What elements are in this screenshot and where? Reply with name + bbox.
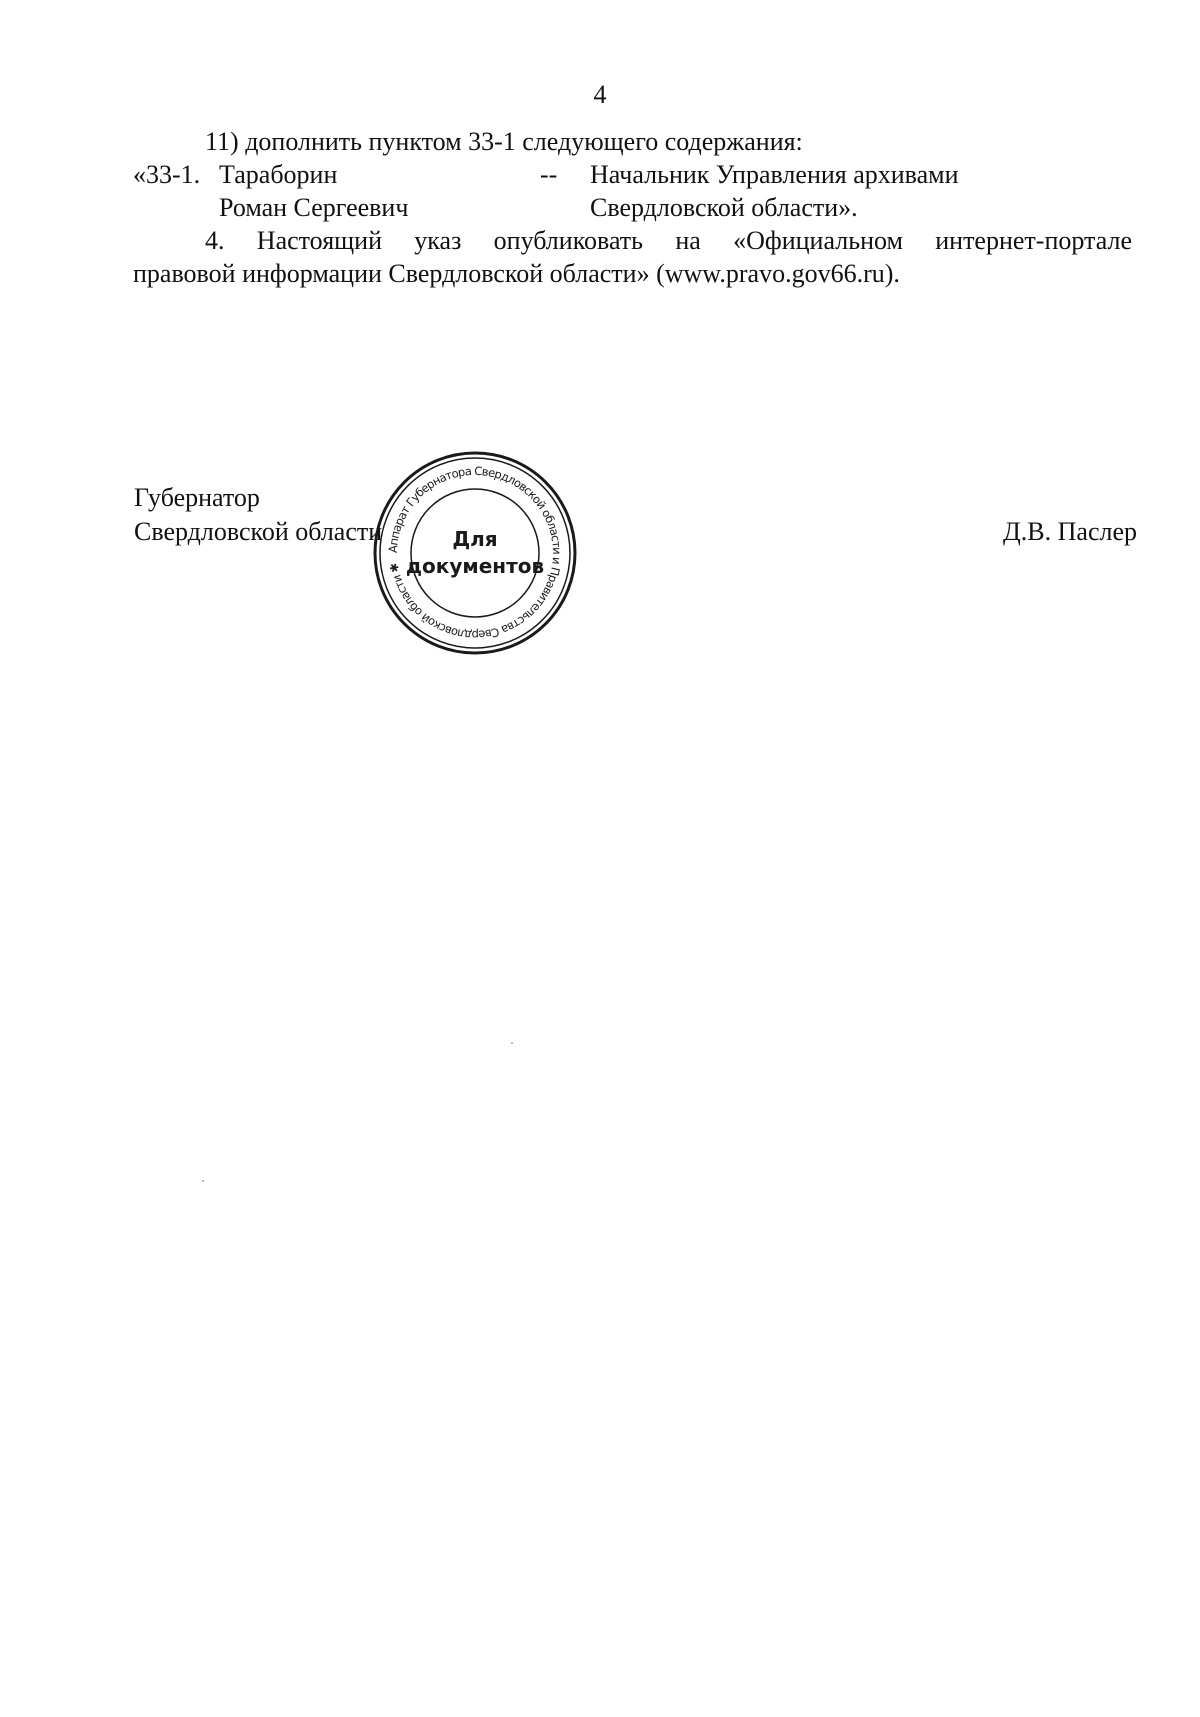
official-seal	[368, 446, 582, 660]
signer-title	[134, 481, 382, 549]
entry-surname: Тараборин	[219, 160, 338, 189]
signer-title-line1: Губернатор	[134, 483, 260, 512]
amendment-intro: 11) дополнить пунктом 33-1 следующего содержания:	[205, 127, 803, 156]
seal-ring-text: Аппарат Губернатора Свердловской области и Правительства Свердловской области ✱	[385, 463, 565, 643]
entry-position-line2: Свердловской области».	[590, 193, 858, 222]
seal-center-text	[368, 446, 582, 660]
signer-title-line2: Свердловской области	[134, 517, 383, 546]
seal-center-line2: документов	[405, 554, 545, 578]
signer-name: Д.В. Паслер	[1003, 517, 1137, 546]
entry-position-line1: Начальник Управления архивами	[590, 160, 959, 189]
page-number: 4	[593, 80, 607, 109]
entry-number: «33-1.	[133, 160, 201, 189]
paragraph-4-line1: 4. Настоящий указ опубликовать на «Официальном интернет-портале	[205, 226, 1132, 255]
seal-center-line1: Для	[452, 527, 498, 551]
paragraph-4-line2: правовой информации Свердловской области» (www.pravo.gov66.ru).	[133, 259, 900, 288]
entry-given-names: Роман Сергеевич	[219, 193, 409, 222]
entry-dash: --	[540, 160, 558, 189]
